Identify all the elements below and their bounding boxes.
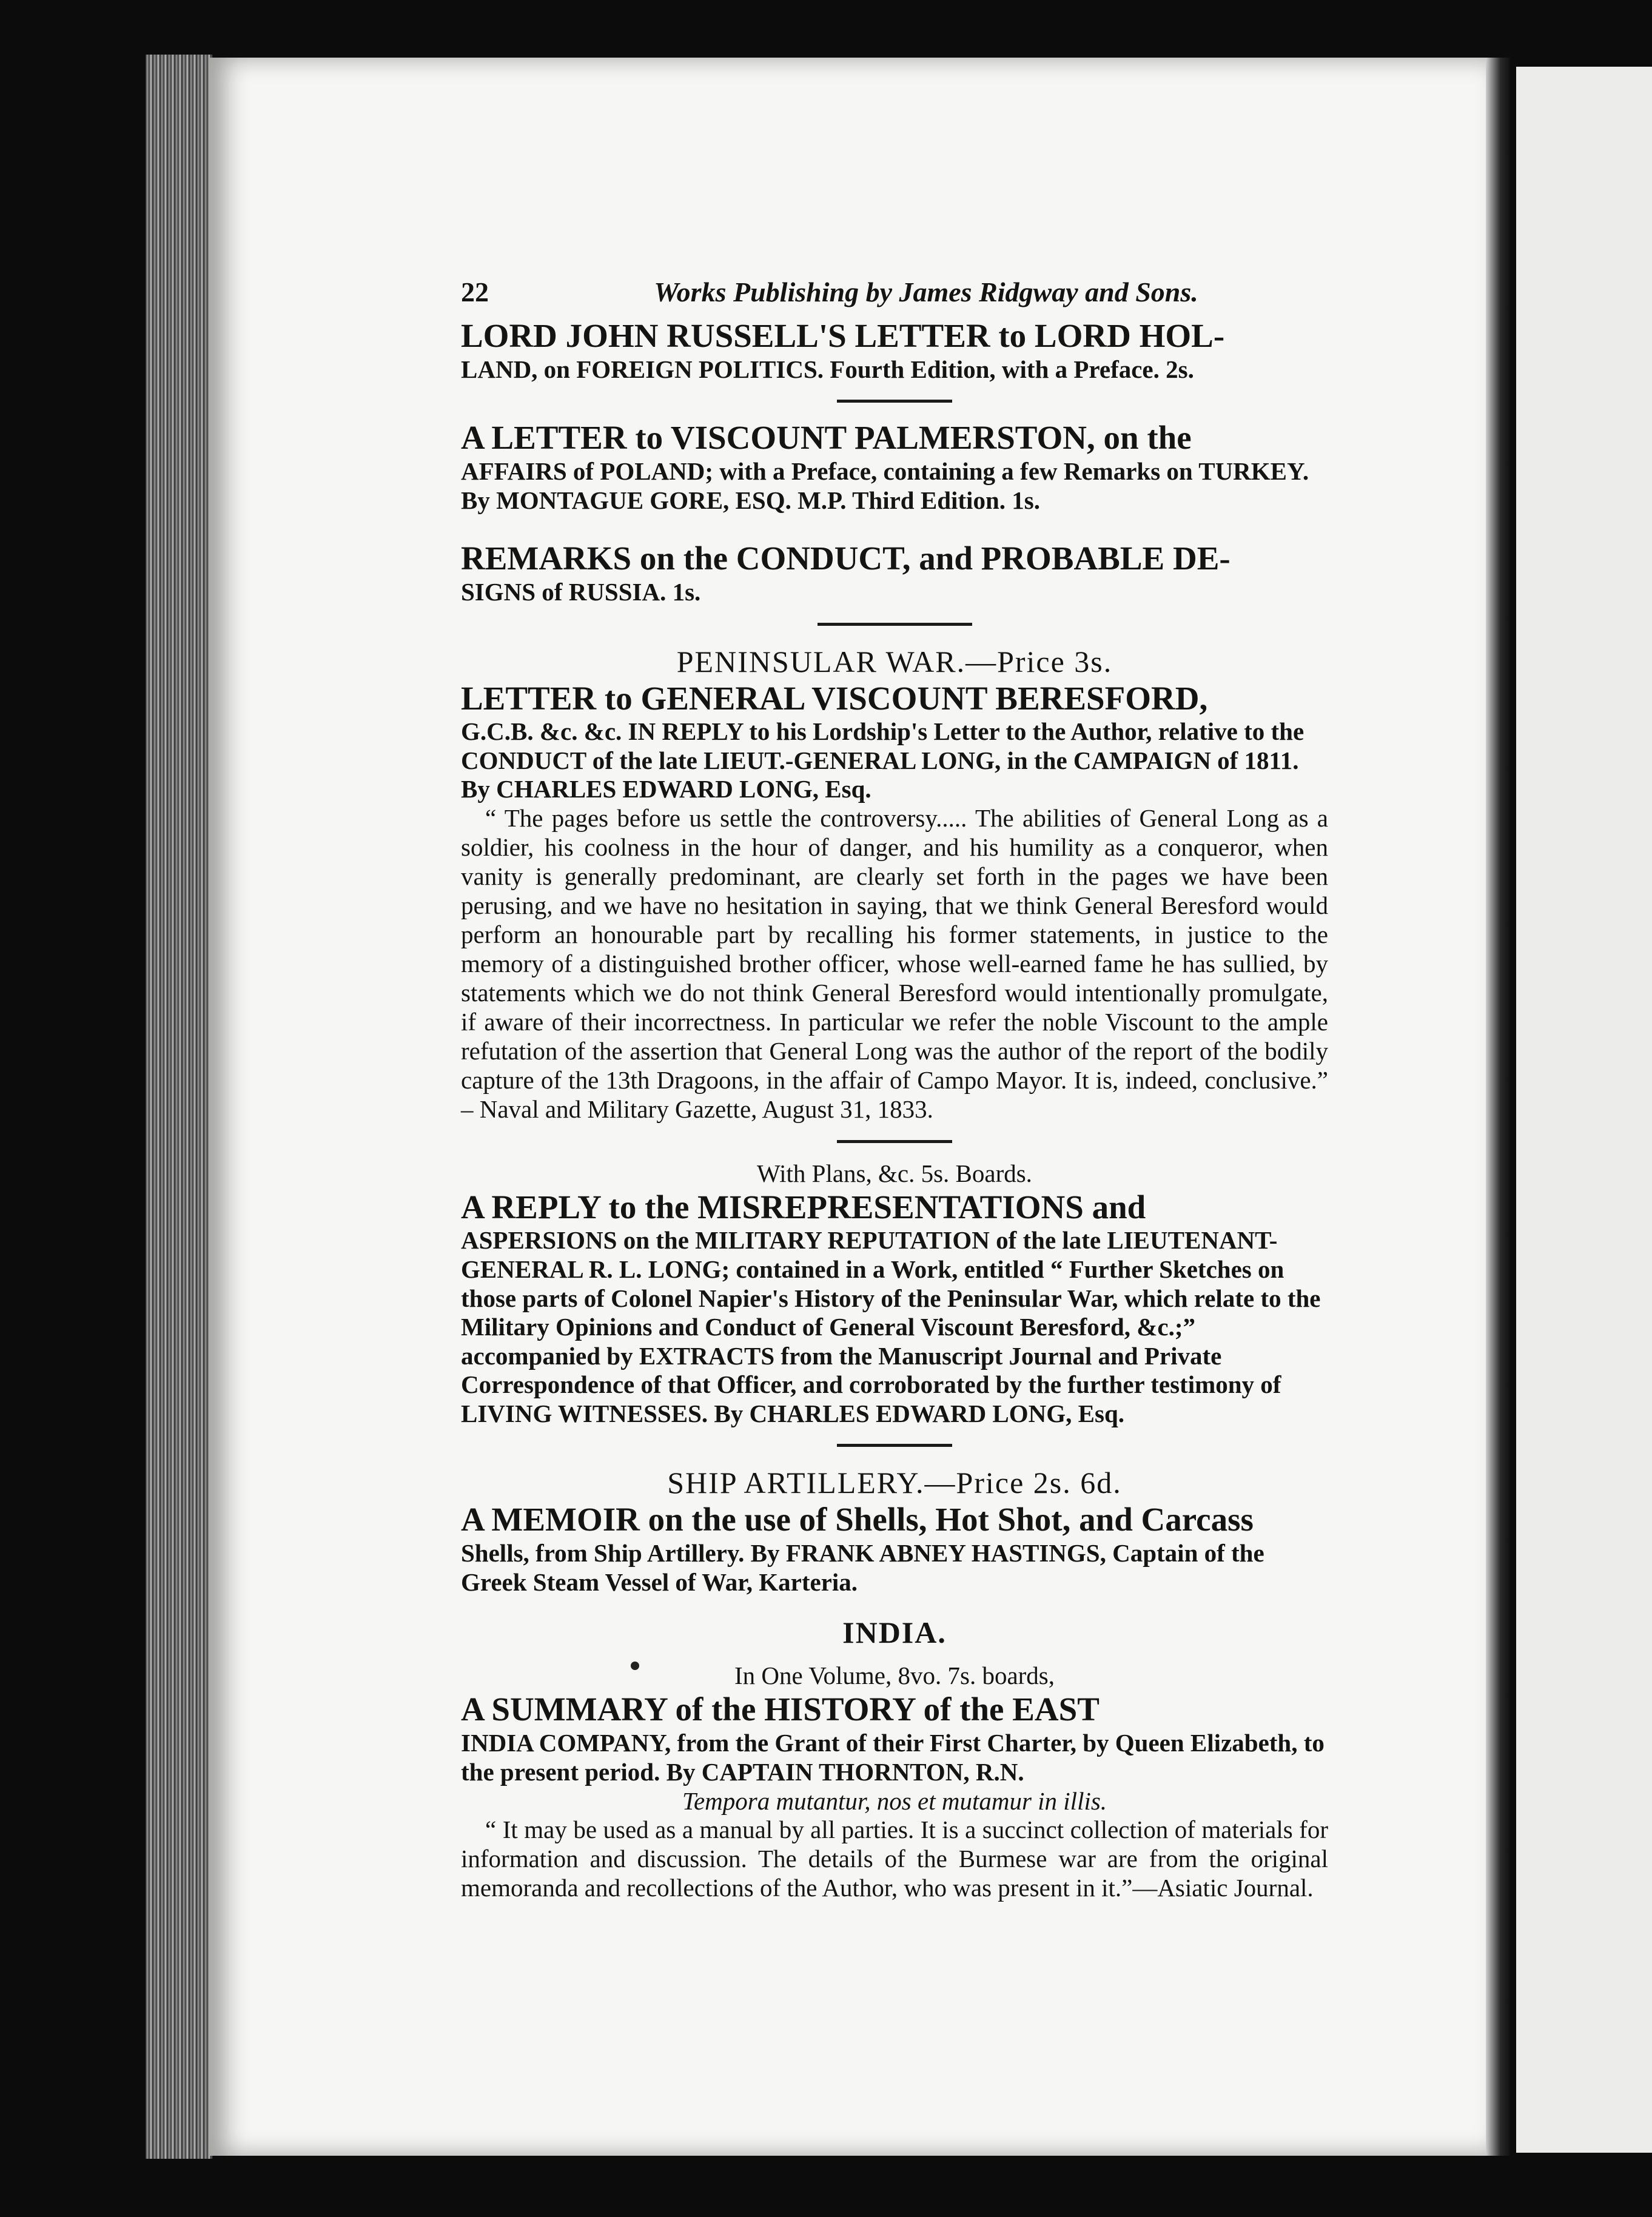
entry-russia [461,539,1328,606]
section-india [461,1615,1328,1903]
facing-page [1516,67,1652,2153]
entry-body: LAND, on FOREIGN POLITICS. Fourth Edition, with a Preface. 2s. [461,355,1194,383]
entry-body: G.C.B. &c. &c. IN REPLY to his Lordship's Letter to the Author, relative to the CONDUCT of the late LIEUT.-GENERAL LONG, in the CAMPAIGN of 1811. By CHARLES EDWARD LONG, Esq. [461,717,1304,803]
section-peninsular [461,644,1328,1124]
entry-title: LORD JOHN RUSSELL'S LETTER to LORD HOL- [461,317,1225,354]
section-heading: SHIP ARTILLERY.—Price 2s. 6d. [667,1466,1122,1500]
entry-title: A MEMOIR on the use of Shells, Hot Shot, and Carcass [461,1501,1254,1538]
entry-title: REMARKS on the CONDUCT, and PROBABLE DE- [461,540,1231,577]
entry-title: A SUMMARY of the HISTORY of the EAST [461,1691,1100,1728]
entry-body: INDIA COMPANY, from the Grant of their First Charter, by Queen Elizabeth, to the present period. By CAPTAIN THORNTON, R.N. [461,1728,1325,1786]
divider [837,1140,952,1143]
spacer [461,515,1328,539]
entry-russell [461,317,1328,384]
price-line: In One Volume, 8vo. 7s. boards, [734,1662,1055,1690]
latin-motto: Tempora mutantur, nos et mutamur in illis. [682,1787,1107,1816]
review-quote: “ The pages before us settle the controversy..... The abilities of General Long as a soldier, his coolness in the hour of danger, and his humility as a conqueror, when vanity is generally predominant, are clearly set forth in the pages we have been perusing, and we have no hesitation in saying, that we think General Beresford would perform an honourable part by recalling his former statements, in justice to the memory of a distinguished brother officer, whose well-earned fame he has sullied, by statements which we do not think General Beresford would intentionally promulgate, if aware of their incorrectness. In particular we refer the noble Viscount to the ample refutation of the assertion that General Long was the author of the report of the bodily capture of the 13th Dragoons, in the affair of Campo Mayor. It is, indeed, conclusive.” – Naval and Military Gazette, August 31, 1833. [461,804,1328,1123]
section-reply [461,1159,1328,1429]
review-quote: “ It may be used as a manual by all parties. It is a succinct collection of materials for information and discussion. The details of the Burmese war are from the original memoranda and recollections of the Author, who was present in it.”—Asiatic Journal. [461,1816,1328,1902]
divider [818,623,972,626]
book-page-edges [146,55,212,2159]
entry-title: A REPLY to the MISREPRESENTATIONS and [461,1188,1146,1226]
price-line: With Plans, &c. 5s. Boards. [757,1159,1032,1187]
entry-title: LETTER to GENERAL VISCOUNT BERESFORD, [461,679,1208,717]
divider [837,1444,952,1447]
entry-body: ASPERSIONS on the MILITARY REPUTATION of the late LIEUTENANT-GENERAL R. L. LONG; contained in a Work, entitled “ Further Sketches on those parts of Colonel Napier's History of the Peninsular War, which relate to the Military Opinions and Conduct of General Viscount Beresford, &c.;” accompanied by EXTRACTS from the Manuscript Journal and Private Correspondence of that Officer, and corroborated by the further testimony of LIVING WITNESSES. By CHARLES EDWARD LONG, Esq. [461,1226,1321,1427]
page-number: 22 [461,277,489,307]
running-head [461,276,1328,308]
entry-body: Shells, from Ship Artillery. By FRANK ABNEY HASTINGS, Captain of the Greek Steam Vessel of War, Karteria. [461,1539,1264,1596]
section-heading: PENINSULAR WAR.—Price 3s. [676,644,1113,679]
entry-body: AFFAIRS of POLAND; with a Preface, containing a few Remarks on TURKEY. By MONTAGUE GORE, ESQ. M.P. Third Edition. 1s. [461,457,1309,514]
section-ship-artillery [461,1465,1328,1597]
book-gutter [1486,58,1510,2156]
divider [837,400,952,403]
entry-palmerston [461,418,1328,515]
ink-dot [631,1662,639,1670]
entry-title: A LETTER to VISCOUNT PALMERSTON, on the [461,419,1192,457]
entry-body: SIGNS of RUSSIA. 1s. [461,578,701,606]
running-head-title: Works Publishing by James Ridgway and Sons. [654,277,1198,307]
section-heading: INDIA. [842,1615,947,1650]
page-content [461,276,1328,1903]
